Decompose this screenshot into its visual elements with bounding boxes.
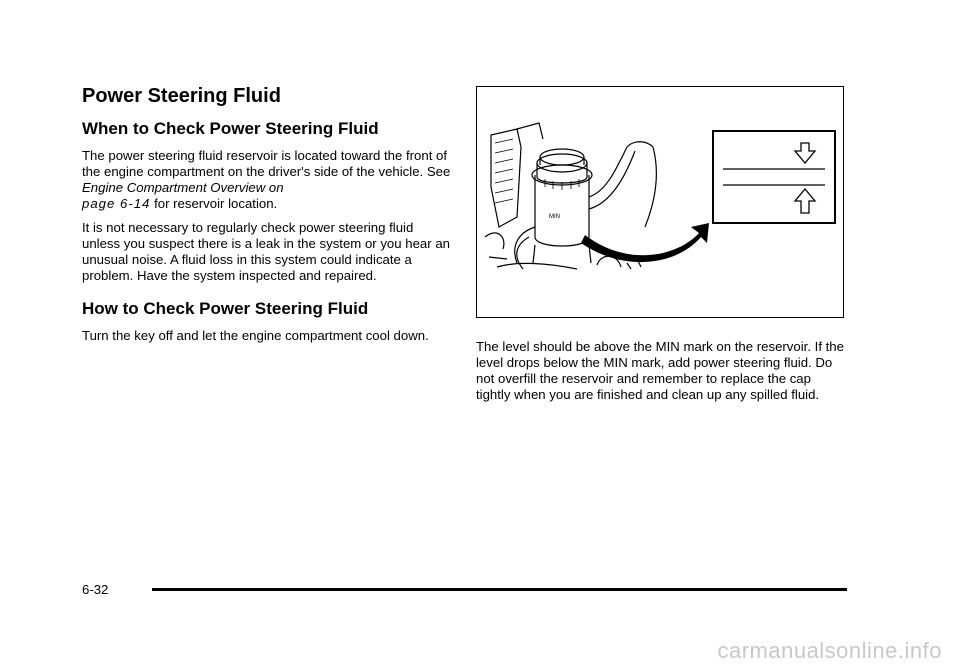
right-column [476, 86, 846, 411]
curved-arrow-icon [581, 223, 709, 262]
how-heading: How to Check Power Steering Fluid [82, 299, 369, 318]
power-steering-reservoir-illustration [476, 86, 844, 318]
footer-rule [152, 588, 847, 591]
when-paragraph-1 [82, 148, 452, 212]
when-heading: When to Check Power Steering Fluid [82, 119, 379, 138]
left-column [82, 84, 452, 352]
when-paragraph-2: It is not necessary to regularly check power steering fluid unless you suspect there is a leak in the system or you hear an unusual noise. A fluid loss in this system could indicate a problem. Have the system inspected and repaired. [82, 220, 450, 283]
how-paragraph-1: Turn the key off and let the engine compartment cool down. [82, 328, 429, 343]
cross-reference-page[interactable]: page 6-14 [82, 196, 151, 211]
level-detail-inset [713, 131, 835, 223]
page-number: 6-32 [82, 582, 109, 597]
cap-min-label: MIN [549, 214, 560, 220]
when-p1-tail: for reservoir location. [150, 196, 278, 211]
right-paragraph-1: The level should be above the MIN mark on the reservoir. If the level drops below the MIN mark, add power steering fluid. Do not overfill the reservoir and remember to replace the cap tightly when you are finished and clean up any spilled fluid. [476, 339, 844, 402]
watermark: carmanualsonline.info [717, 638, 942, 663]
reservoir-drawing [477, 87, 845, 319]
when-p1-text: The power steering fluid reservoir is located toward the front of the engine compartment on the driver's side of the vehicle. See [82, 148, 451, 179]
cross-reference-link[interactable]: Engine Compartment Overview on [82, 180, 284, 195]
section-title: Power Steering Fluid [82, 85, 281, 107]
